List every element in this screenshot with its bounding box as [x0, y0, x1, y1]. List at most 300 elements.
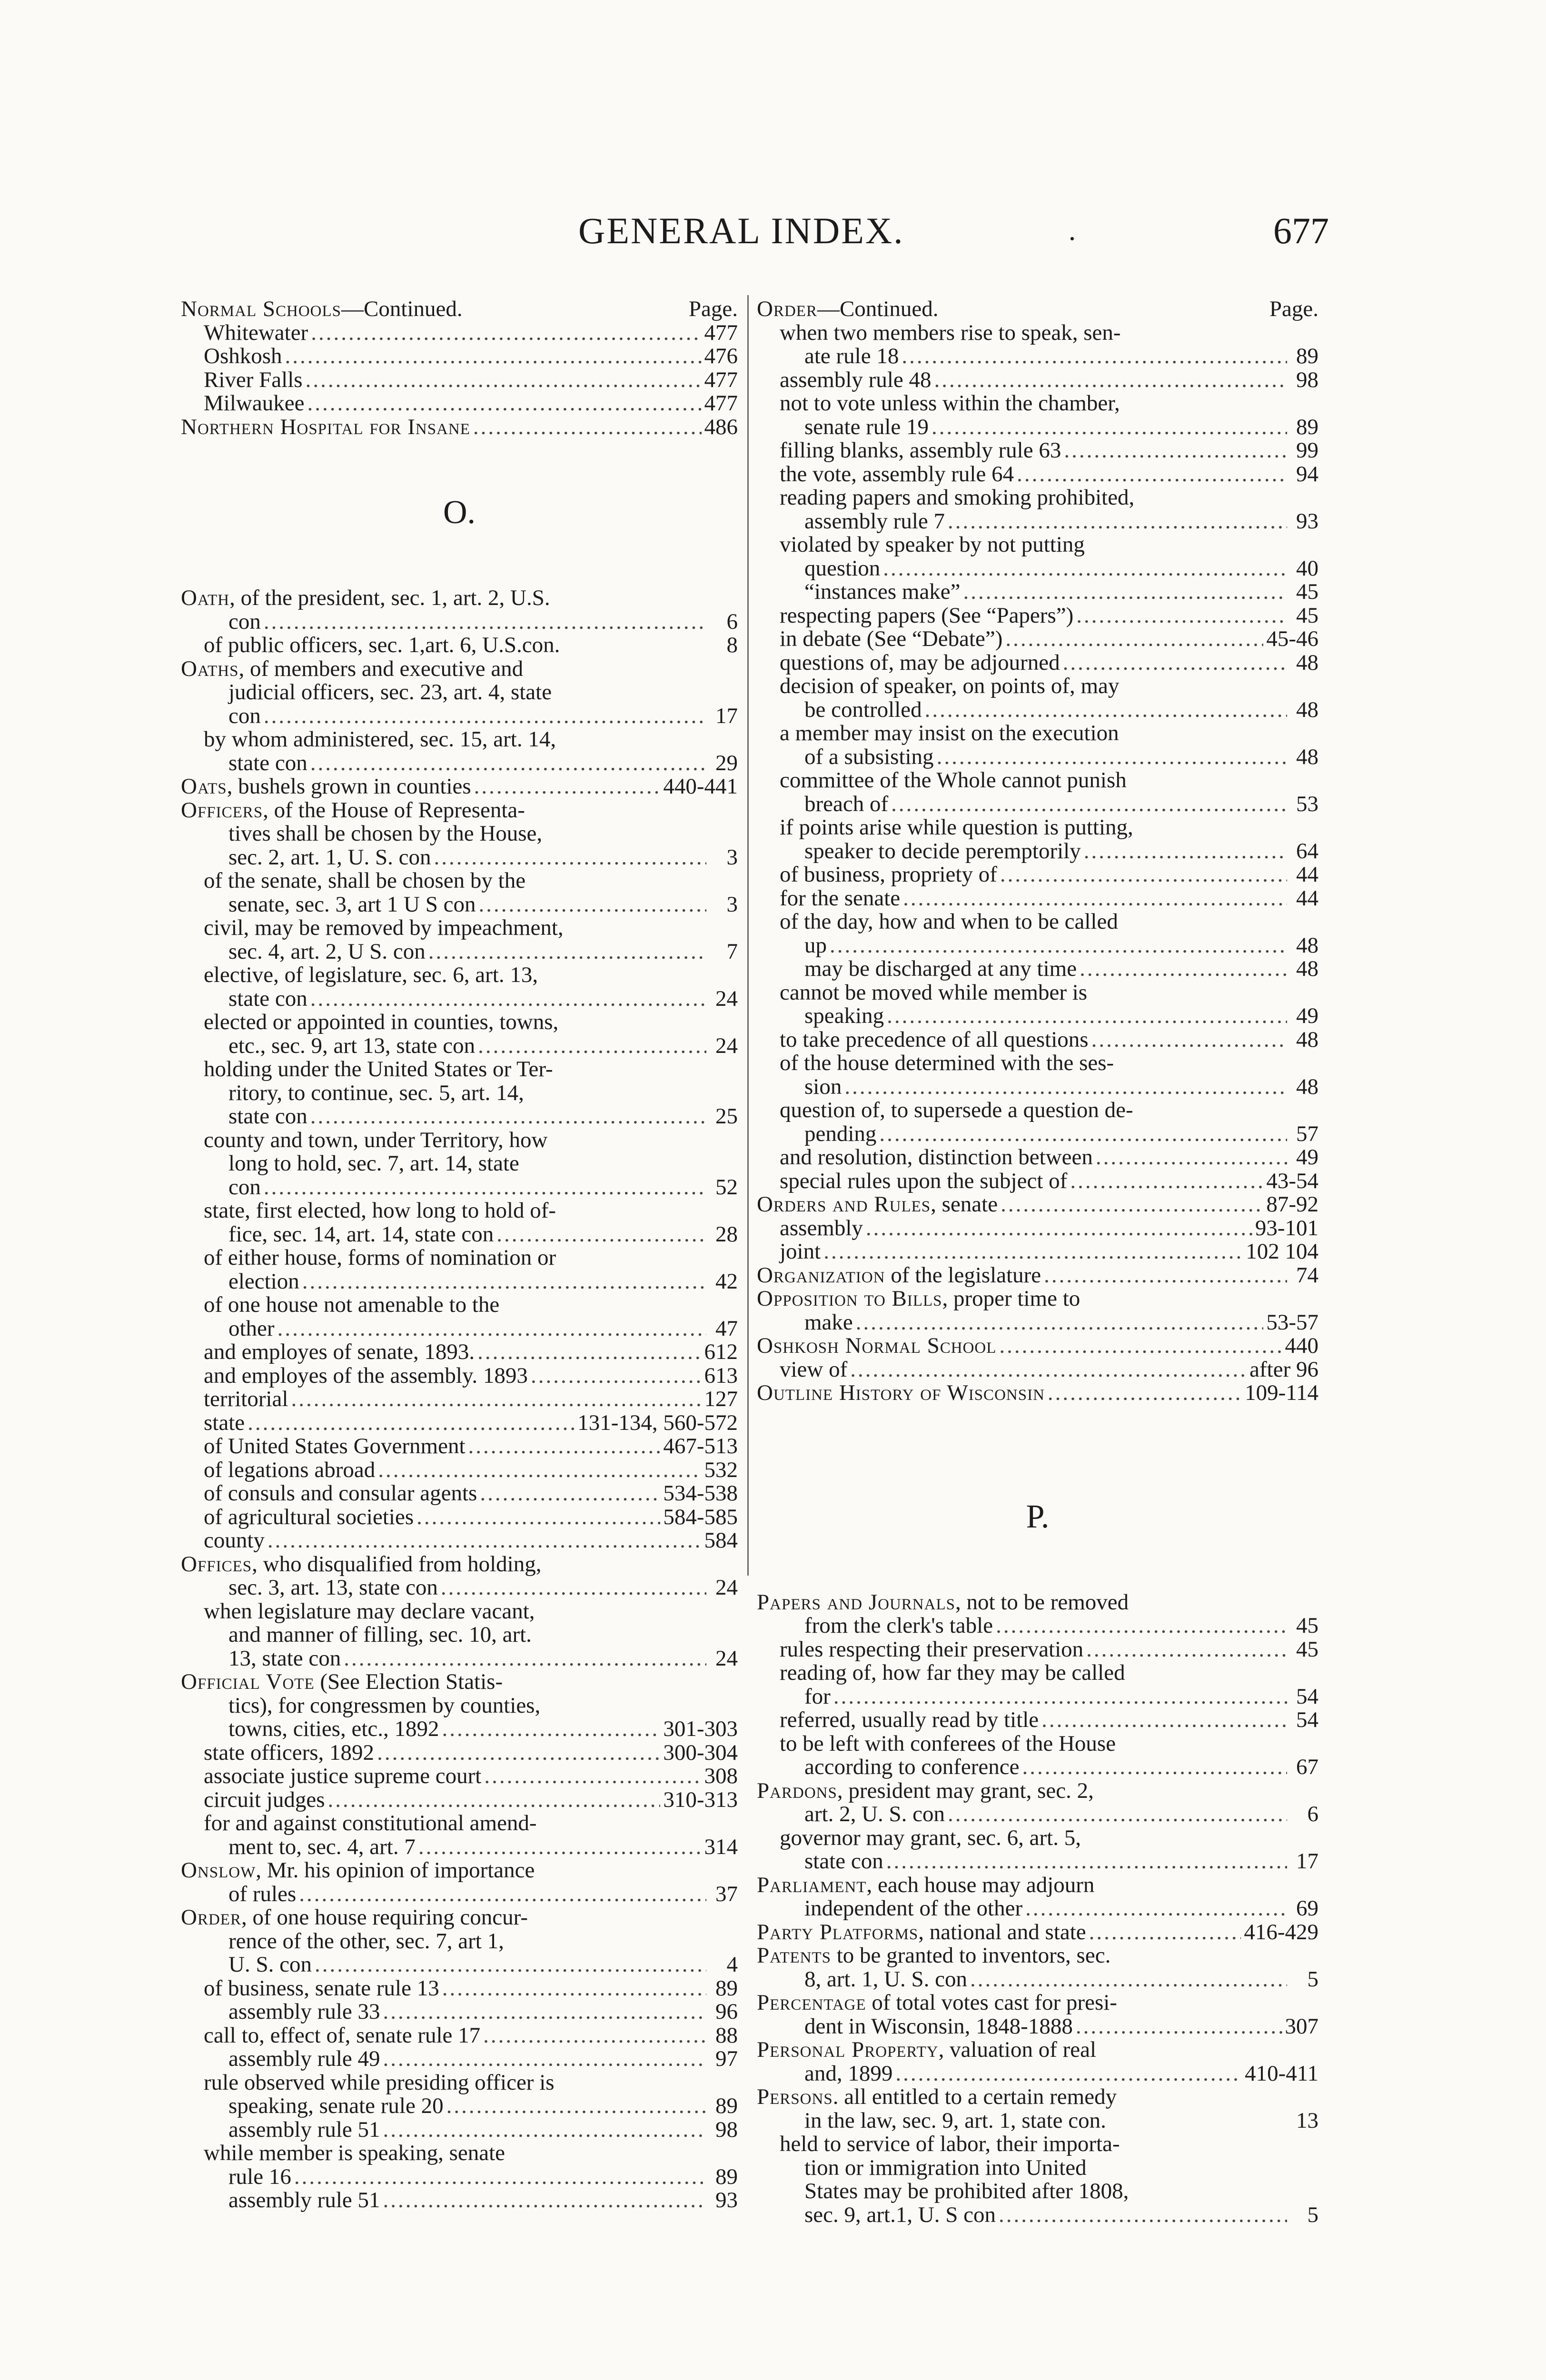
- entry-text: [804, 2109, 1106, 2133]
- entry-label: and, 1899: [804, 2061, 893, 2086]
- page-reference: 88: [715, 2023, 738, 2048]
- entry-text: [804, 1897, 1022, 1921]
- entry-label: when legislature may declare vacant,: [204, 1598, 535, 1624]
- entry-text: [204, 1977, 439, 2001]
- entry-label: view of: [780, 1357, 848, 1382]
- dot-leader: [477, 1340, 701, 1364]
- index-subentry: [757, 1732, 1318, 1756]
- entry-label: ment to, sec. 4, art. 7: [228, 1834, 416, 1859]
- entry-label: not to vote unless within the chamber,: [780, 391, 1120, 416]
- entry-label: call to, effect of, senate rule 17: [204, 2023, 481, 2048]
- entry-text: [804, 510, 945, 534]
- index-entry: [181, 586, 738, 610]
- entry-text: [204, 1435, 466, 1458]
- index-subentry: [181, 1482, 738, 1506]
- page-reference: 48: [1296, 697, 1318, 722]
- entry-label: and employes of senate, 1893.: [204, 1339, 475, 1364]
- entry-label: and resolution, distinction between: [780, 1145, 1093, 1170]
- entry-label: cannot be moved while member is: [780, 980, 1088, 1005]
- dot-leader: [264, 704, 706, 728]
- index-subentry: [757, 1004, 1318, 1028]
- entry-text: [204, 1293, 499, 1317]
- index-subentry: [757, 1051, 1318, 1075]
- index-subentry: [181, 1506, 738, 1529]
- index-subentry: [757, 1028, 1318, 1052]
- entry-heading: Outline History of Wisconsin: [757, 1380, 1045, 1405]
- entry-heading: Offices: [181, 1551, 252, 1577]
- page-reference: 96: [715, 1999, 738, 2024]
- entry-text: [204, 1458, 375, 1482]
- index-subentry: [757, 604, 1318, 628]
- index-subentry: [757, 793, 1318, 816]
- index-column-left: [181, 298, 738, 2212]
- page-reference: 98: [715, 2117, 738, 2142]
- index-subentry: [757, 2109, 1318, 2133]
- page-reference: 89: [715, 2093, 738, 2118]
- dot-leader: [310, 752, 706, 775]
- entry-text: [757, 2085, 1117, 2109]
- index-subentry: [181, 1034, 738, 1058]
- index-subentry: [181, 610, 738, 634]
- page-reference: 93: [1296, 508, 1318, 534]
- entry-text: [804, 2203, 996, 2227]
- entry-text: [780, 769, 1127, 793]
- entry-text: [757, 1334, 996, 1358]
- dot-leader: [1076, 604, 1287, 628]
- page-reference: 64: [1296, 838, 1318, 863]
- index-subentry: [757, 1755, 1318, 1779]
- page-reference: 17: [715, 703, 738, 728]
- index-subentry: [181, 1600, 738, 1624]
- entry-label: joint: [780, 1239, 821, 1264]
- entry-text: [204, 1129, 547, 1152]
- page-reference: 534-538: [663, 1481, 738, 1506]
- dot-leader: [496, 1223, 706, 1247]
- entry-text: [228, 846, 431, 870]
- index-entry: [757, 298, 1318, 321]
- index-subentry: [181, 1105, 738, 1129]
- index-subentry: [181, 2047, 738, 2071]
- dot-leader: [1084, 840, 1287, 863]
- entry-label: when two members rise to speak, sen-: [780, 320, 1121, 345]
- entry-label: and manner of filling, sec. 10, art.: [228, 1622, 532, 1647]
- entry-label: to be left with conferees of the House: [780, 1731, 1116, 1756]
- index-subentry: [757, 2180, 1318, 2203]
- index-subentry: [757, 2062, 1318, 2086]
- entry-text: [228, 2189, 380, 2212]
- page-reference: 5: [1307, 1966, 1318, 1992]
- entry-text: [228, 1694, 540, 1718]
- dot-leader: [1000, 863, 1287, 887]
- entry-label: ate rule 18: [804, 344, 899, 368]
- entry-label: (See Election Statis-: [314, 1669, 503, 1694]
- index-subentry: [757, 1099, 1318, 1122]
- dot-leader: [442, 1977, 706, 2001]
- dot-leader: [970, 1968, 1287, 1992]
- index-subentry: [757, 816, 1318, 840]
- entry-text: [181, 298, 463, 321]
- entry-label: for and against constitutional amend-: [204, 1811, 537, 1835]
- page-reference: Page.: [1269, 297, 1318, 321]
- index-subentry: [181, 2165, 738, 2189]
- page-reference: 310-313: [663, 1787, 738, 1812]
- page-reference: 3: [726, 892, 738, 917]
- entry-text: [228, 1953, 312, 1977]
- entry-text: [204, 1482, 477, 1506]
- entry-label: , valuation of real: [938, 2037, 1097, 2062]
- dot-leader: [285, 345, 702, 368]
- entry-label: by whom administered, sec. 15, art. 14,: [204, 727, 556, 752]
- entry-label: River Falls: [204, 367, 303, 392]
- page-reference: 54: [1296, 1707, 1318, 1732]
- index-subentry: [181, 2024, 738, 2048]
- dot-leader: [478, 1034, 706, 1058]
- index-subentry: [181, 321, 738, 345]
- index-subentry: [181, 963, 738, 987]
- entry-label: to be granted to inventors, sec.: [831, 1943, 1111, 1968]
- entry-label: while member is speaking, senate: [204, 2141, 505, 2165]
- entry-label: if points arise while question is putting,: [780, 815, 1133, 840]
- dot-leader: [948, 510, 1287, 534]
- entry-text: [228, 1647, 341, 1671]
- entry-label: of either house, forms of nomination or: [204, 1245, 556, 1270]
- entry-label: sion: [804, 1074, 842, 1099]
- page-reference: 89: [1296, 344, 1318, 368]
- entry-label: election: [228, 1269, 299, 1294]
- index-subentry: [181, 846, 738, 870]
- entry-text: [204, 1364, 528, 1388]
- index-subentry: [181, 704, 738, 728]
- entry-label: for the senate: [780, 885, 901, 911]
- dot-leader: [850, 1358, 1247, 1382]
- page-reference: 48: [1296, 1074, 1318, 1099]
- entry-heading: Papers and Journals: [757, 1589, 955, 1615]
- dot-leader: [442, 1717, 661, 1741]
- entry-text: [204, 1741, 374, 1765]
- entry-label: elective, of legislature, sec. 6, art. 13,: [204, 962, 538, 987]
- entry-text: [228, 2094, 444, 2118]
- entry-heading: Oshkosh Normal School: [757, 1333, 997, 1358]
- page-reference: 102 104: [1246, 1239, 1318, 1264]
- entry-heading: Personal Property: [757, 2037, 939, 2062]
- entry-label: of legations abroad: [204, 1457, 376, 1482]
- entry-label: rule 16: [228, 2164, 291, 2189]
- entry-label: con: [228, 609, 261, 634]
- entry-text: [204, 728, 556, 752]
- entry-text: [780, 674, 1119, 698]
- page-reference: 54: [1296, 1684, 1318, 1709]
- entry-text: [204, 1411, 245, 1435]
- index-column-right: [757, 298, 1318, 2227]
- entry-text: [804, 557, 880, 581]
- page-reference: 7: [726, 939, 738, 964]
- entry-label: of the house determined with the ses-: [780, 1051, 1114, 1075]
- index-subentry: [757, 769, 1318, 793]
- entry-text: [757, 1991, 1117, 2015]
- index-subentry: [181, 2000, 738, 2024]
- index-subentry: [757, 510, 1318, 534]
- entry-label: long to hold, sec. 7, art. 14, state: [228, 1151, 519, 1176]
- entry-heading: Party Platforms: [757, 1919, 919, 1944]
- entry-label: judicial officers, sec. 23, art. 4, state: [228, 680, 552, 704]
- index-subentry: [757, 887, 1318, 911]
- page-reference: 477: [704, 391, 738, 416]
- entry-heading: Order: [757, 297, 817, 321]
- entry-label: sec. 4, art. 2, U S. con: [228, 939, 426, 964]
- entry-text: [804, 1614, 993, 1638]
- page-reference: 131-134, 560-572: [577, 1410, 738, 1435]
- entry-label: question: [804, 555, 881, 581]
- page-reference: 24: [715, 1646, 738, 1671]
- entry-label: referred, usually read by title: [780, 1707, 1039, 1732]
- entry-heading: Normal Schools: [181, 297, 342, 321]
- index-subentry: [181, 940, 738, 964]
- page-reference: 532: [704, 1457, 738, 1482]
- entry-text: [780, 722, 1119, 745]
- index-subentry: [181, 1647, 738, 1671]
- entry-label: civil, may be removed by impeachment,: [204, 915, 564, 940]
- page-reference: 45: [1296, 1613, 1318, 1638]
- entry-text: [780, 910, 1118, 934]
- entry-text: [228, 822, 542, 846]
- page-reference: 53: [1296, 791, 1318, 816]
- entry-text: [228, 1223, 494, 1247]
- entry-label: associate justice supreme court: [204, 1764, 482, 1788]
- dot-leader: [886, 1850, 1287, 1874]
- index-subentry: [757, 368, 1318, 392]
- index-subentry: [757, 1685, 1318, 1709]
- entry-text: [204, 1506, 414, 1529]
- page-reference: after 96: [1249, 1357, 1318, 1382]
- entry-label: state con: [228, 750, 307, 775]
- section-letter-heading: O.: [443, 494, 476, 531]
- entry-label: speaking: [804, 1003, 884, 1028]
- dot-leader: [932, 416, 1287, 439]
- entry-text: [780, 1358, 847, 1382]
- entry-label: circuit judges: [204, 1787, 325, 1812]
- dot-leader: [999, 2203, 1287, 2227]
- index-entry: [757, 1264, 1318, 1288]
- entry-text: [228, 1152, 519, 1176]
- dot-leader: [1076, 2015, 1282, 2039]
- dot-leader: [416, 1506, 660, 1529]
- entry-label: and employes of the assembly. 1893: [204, 1363, 528, 1388]
- entry-text: [804, 416, 929, 439]
- entry-label: questions of, may be adjourned: [780, 650, 1060, 675]
- index-subentry: [757, 1146, 1318, 1170]
- index-subentry: [181, 1788, 738, 1812]
- index-subentry: [757, 722, 1318, 745]
- entry-text: [780, 2132, 1120, 2156]
- index-subentry: [181, 1199, 738, 1223]
- entry-text: [228, 681, 552, 704]
- entry-text: [204, 321, 308, 345]
- index-subentry: [757, 2156, 1318, 2180]
- index-subentry: [181, 1576, 738, 1600]
- entry-label: tives shall be chosen by the House,: [228, 821, 543, 846]
- index-subentry: [181, 1835, 738, 1859]
- dot-leader: [248, 1411, 575, 1435]
- entry-text: [804, 2015, 1073, 2039]
- entry-label: breach of: [804, 791, 889, 816]
- page-reference: 87-92: [1266, 1192, 1318, 1217]
- dot-leader: [468, 1435, 661, 1458]
- entry-label: tion or immigration into United: [804, 2155, 1087, 2180]
- entry-text: [204, 1246, 556, 1270]
- entry-text: [204, 1011, 558, 1034]
- index-subentry: [181, 345, 738, 368]
- entry-text: [204, 1340, 475, 1364]
- page-reference: 24: [715, 1575, 738, 1600]
- dot-leader: [344, 1647, 706, 1671]
- entry-label: in debate (See “Debate”): [780, 626, 1003, 651]
- dot-leader: [302, 1270, 706, 1294]
- entry-text: [757, 1591, 1129, 1615]
- page-reference: 109-114: [1245, 1380, 1318, 1405]
- page-reference: 410-411: [1245, 2061, 1318, 2086]
- index-subentry: [181, 1340, 738, 1364]
- entry-label: 13, state con: [228, 1646, 341, 1671]
- entry-text: [757, 1874, 1094, 1897]
- entry-text: [204, 2071, 555, 2095]
- entry-label: of the senate, shall be chosen by the: [204, 868, 526, 893]
- entry-text: [780, 604, 1073, 628]
- entry-text: [804, 2156, 1087, 2180]
- dot-leader: [484, 1765, 701, 1788]
- page-reference: 6: [1307, 1802, 1318, 1826]
- index-subentry: [181, 1388, 738, 1411]
- index-subentry: [757, 840, 1318, 863]
- page-reference: 44: [1296, 862, 1318, 887]
- entry-label: , not to be removed: [955, 1589, 1129, 1615]
- index-subentry: [757, 1170, 1318, 1193]
- dot-leader: [306, 368, 702, 392]
- entry-label: rence of the other, sec. 7, art 1,: [228, 1928, 504, 1954]
- index-subentry: [757, 486, 1318, 510]
- page-reference: 440: [1285, 1333, 1318, 1358]
- entry-text: [228, 1576, 438, 1600]
- entry-text: [204, 1388, 288, 1411]
- entry-heading: Order: [181, 1905, 241, 1930]
- index-entry: [757, 1591, 1318, 1615]
- entry-label: , proper time to: [942, 1286, 1080, 1311]
- page-reference: 52: [715, 1174, 738, 1200]
- index-subentry: [757, 533, 1318, 557]
- page-reference: 44: [1296, 885, 1318, 911]
- entry-heading: Officers: [181, 797, 263, 823]
- entry-text: [757, 1381, 1045, 1405]
- page-reference: 69: [1296, 1896, 1318, 1921]
- entry-label: Milwaukee: [204, 391, 305, 416]
- dot-leader: [1086, 1638, 1287, 1662]
- index-subentry: [757, 1803, 1318, 1826]
- entry-label: state con: [228, 1104, 307, 1129]
- index-subentry: [181, 822, 738, 846]
- entry-heading: Oaths: [181, 656, 239, 681]
- entry-label: , of the House of Representa-: [263, 797, 525, 823]
- page-reference: 314: [704, 1834, 738, 1859]
- page-reference: 53-57: [1266, 1309, 1318, 1335]
- page-reference: 416-429: [1244, 1919, 1318, 1944]
- dot-leader: [1025, 1897, 1287, 1921]
- entry-label: , Mr. his opinion of importance: [256, 1858, 535, 1883]
- index-subentry: [757, 1661, 1318, 1685]
- index-subentry: [181, 1411, 738, 1435]
- entry-label: sec. 3, art. 13, state con: [228, 1575, 438, 1600]
- entry-text: [804, 745, 934, 769]
- entry-text: [780, 1661, 1125, 1685]
- dot-leader: [441, 1576, 706, 1600]
- dot-leader: [268, 1529, 702, 1553]
- entry-label: , of one house requiring concur-: [241, 1905, 528, 1930]
- index-subentry: [181, 893, 738, 917]
- index-subentry: [181, 634, 738, 657]
- entry-label: for: [804, 1684, 831, 1709]
- dot-leader: [883, 557, 1287, 581]
- entry-text: [780, 1708, 1039, 1732]
- entry-text: [228, 1930, 504, 1954]
- index-subentry: [181, 1623, 738, 1647]
- entry-text: [780, 368, 932, 392]
- entry-label: committee of the Whole cannot punish: [780, 768, 1127, 793]
- entry-heading: Northern Hospital for Insane: [181, 414, 470, 439]
- dot-leader: [866, 1217, 1252, 1240]
- dot-leader: [1005, 627, 1263, 651]
- entry-heading: Persons: [757, 2084, 833, 2109]
- entry-label: of business, propriety of: [780, 862, 997, 887]
- entry-label: violated by speaker by not putting: [780, 532, 1085, 557]
- page-reference: 440-441: [663, 774, 738, 799]
- entry-label: a member may insist on the execution: [780, 721, 1119, 745]
- entry-label: , of the president, sec. 1, art. 2, U.S.: [229, 585, 550, 610]
- page-reference: 28: [715, 1221, 738, 1247]
- entry-label: respecting papers (See “Papers”): [780, 603, 1074, 628]
- entry-label: senate, sec. 3, art 1 U S con: [228, 892, 476, 917]
- dot-leader: [310, 1105, 706, 1129]
- spacer: [181, 548, 738, 586]
- dot-leader: [474, 775, 661, 799]
- entry-text: [204, 368, 303, 392]
- page-reference: 29: [715, 750, 738, 775]
- index-entry: [757, 1991, 1318, 2015]
- index-subentry: [181, 1223, 738, 1247]
- entry-text: [228, 1176, 261, 1200]
- page-reference: 48: [1296, 932, 1318, 958]
- dot-leader: [473, 416, 702, 439]
- dot-leader: [1096, 1146, 1287, 1170]
- entry-text: [228, 2047, 380, 2071]
- entry-heading: Parliament: [757, 1872, 867, 1897]
- index-subentry: [181, 2189, 738, 2212]
- entry-label: state, first elected, how long to hold of-: [204, 1198, 556, 1223]
- entry-heading: Percentage: [757, 1990, 866, 2015]
- entry-label: state officers, 1892: [204, 1740, 375, 1765]
- dot-leader: [299, 1883, 706, 1906]
- page-reference: 4: [726, 1952, 738, 1977]
- entry-heading: Orders and Rules: [757, 1192, 931, 1217]
- entry-label: be controlled: [804, 697, 922, 722]
- entry-label: of United States Government: [204, 1434, 466, 1458]
- index-subentry: [757, 2132, 1318, 2156]
- entry-text: [757, 1264, 1041, 1288]
- entry-label: , president may grant, sec. 2,: [837, 1778, 1094, 1803]
- page-reference: 307: [1285, 2013, 1318, 2039]
- entry-label: con: [228, 1174, 261, 1200]
- entry-label: of rules: [228, 1881, 297, 1906]
- entry-label: sec. 2, art. 1, U. S. con: [228, 844, 431, 870]
- index-subentry: [181, 1529, 738, 1553]
- entry-label: holding under the United States or Ter-: [204, 1057, 553, 1081]
